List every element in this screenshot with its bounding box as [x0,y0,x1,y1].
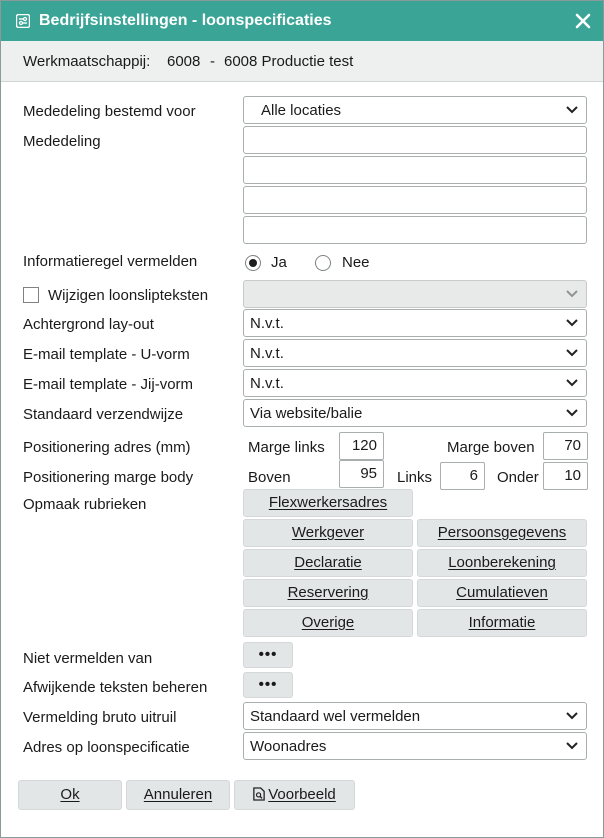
mededeling-bestemd-voor-value: Alle locaties [261,102,342,119]
loonberekening-button[interactable]: Loonberekening [417,549,587,577]
settings-app-icon [16,14,30,28]
marge-boven-input[interactable]: 70 [543,432,588,460]
ok-button[interactable]: Ok [18,780,122,810]
cumulatieven-button[interactable]: Cumulatieven [417,579,587,607]
mededeling-line-4[interactable] [243,216,587,244]
overige-button[interactable]: Overige [243,609,413,637]
email-jij-vorm-label: E-mail template - Jij-vorm [23,376,194,393]
company-bar [1,41,603,82]
mededeling-line-1[interactable] [243,126,587,154]
annuleren-button[interactable]: Annuleren [126,780,230,810]
verzendwijze-value: Via website/balie [250,405,363,422]
company-label: Werkmaatschappij: [23,53,151,70]
voorbeeld-button[interactable] [234,780,355,810]
bruto-uitruil-select[interactable] [243,702,587,730]
adres-loonspecificatie-value: Woonadres [250,738,327,755]
mededeling-bestemd-voor-label: Mededeling bestemd voor [23,103,196,120]
marge-links-input[interactable]: 120 [339,432,384,460]
opmaak-rubrieken-label: Opmaak rubrieken [23,496,147,513]
company-name: 6008 Productie test [224,53,354,70]
email-u-vorm-value: N.v.t. [250,345,284,362]
positionering-adres-label: Positionering adres (mm) [23,439,191,456]
loonslipteksten-select [243,280,587,308]
dialog-title: Bedrijfsinstellingen - loonspecificaties [39,12,332,29]
company-separator: - [210,53,215,70]
afwijkende-teksten-label: Afwijkende teksten beheren [23,679,208,696]
chevron-down-icon [566,348,578,358]
mededeling-bestemd-voor-select[interactable] [243,96,587,124]
chevron-down-icon [566,289,578,299]
close-icon[interactable] [571,9,595,33]
bruto-uitruil-label: Vermelding bruto uitruil [23,709,177,726]
bruto-uitruil-value: Standaard wel vermelden [250,708,421,725]
achtergrond-layout-label: Achtergrond lay-out [23,316,154,333]
verzendwijze-select[interactable] [243,399,587,427]
voorbeeld-label: Voorbeeld [268,786,336,803]
email-u-vorm-select[interactable] [243,339,587,367]
links-label: Links [397,469,433,486]
email-u-vorm-label: E-mail template - U-vorm [23,346,190,363]
document-preview-icon [253,787,265,801]
achtergrond-layout-select[interactable] [243,309,587,337]
chevron-down-icon [566,741,578,751]
marge-boven-label: Marge boven [447,439,535,456]
adres-loonspecificatie-select[interactable] [243,732,587,760]
boven-input[interactable]: 95 [339,460,384,488]
radio-ja-label[interactable]: Ja [271,254,287,271]
informatieregel-label: Informatieregel vermelden [23,253,198,270]
radio-nee-label[interactable]: Nee [342,254,370,271]
onder-label: Onder [497,469,539,486]
radio-ja[interactable] [245,255,261,271]
verzendwijze-label: Standaard verzendwijze [23,406,184,423]
email-jij-vorm-select[interactable] [243,369,587,397]
email-jij-vorm-value: N.v.t. [250,375,284,392]
wijzigen-loonslipteksten-checkbox[interactable] [23,287,39,303]
adres-loonspecificatie-label: Adres op loonspecificatie [23,739,190,756]
links-input[interactable]: 6 [440,462,485,490]
niet-vermelden-label: Niet vermelden van [23,650,153,667]
afwijkende-teksten-more-button[interactable]: ••• [243,672,293,698]
wijzigen-loonslipteksten-label: Wijzigen loonslipteksten [48,287,209,304]
declaratie-button[interactable]: Declaratie [243,549,413,577]
onder-input[interactable]: 10 [543,462,588,490]
radio-nee[interactable] [315,255,331,271]
informatie-button[interactable]: Informatie [417,609,587,637]
flexwerkersadres-button[interactable]: Flexwerkersadres [243,489,413,517]
persoonsgegevens-button[interactable]: Persoonsgegevens [417,519,587,547]
achtergrond-layout-value: N.v.t. [250,315,284,332]
positionering-body-label: Positionering marge body [23,469,194,486]
chevron-down-icon [566,105,578,115]
chevron-down-icon [566,408,578,418]
chevron-down-icon [566,378,578,388]
marge-links-label: Marge links [248,439,325,456]
chevron-down-icon [566,318,578,328]
boven-label: Boven [248,469,291,486]
reservering-button[interactable]: Reservering [243,579,413,607]
werkgever-button[interactable]: Werkgever [243,519,413,547]
mededeling-label: Mededeling [23,133,101,150]
mededeling-line-3[interactable] [243,186,587,214]
mededeling-line-2[interactable] [243,156,587,184]
company-code: 6008 [167,53,201,70]
title-bar [1,1,603,41]
niet-vermelden-more-button[interactable]: ••• [243,642,293,668]
chevron-down-icon [566,711,578,721]
